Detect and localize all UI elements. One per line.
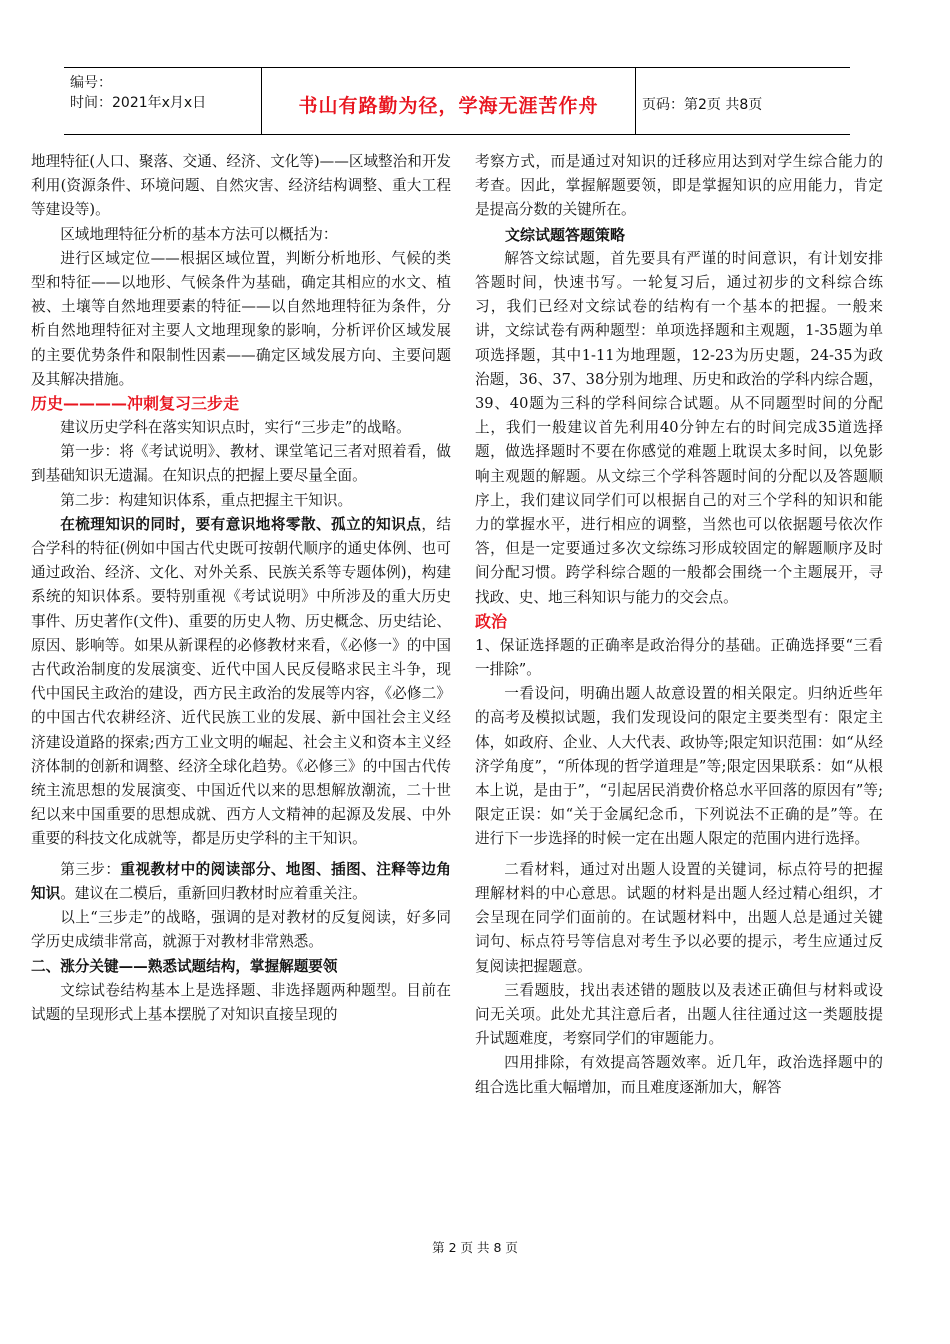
politics-heading: 政治 — [475, 611, 508, 631]
paragraph: 地理特征(人口、聚落、交通、经济、文化等)——区域整治和开发利用(资源条件、环境问题、自然灾害、经济结构调整、重大工程等建设等)。 — [31, 153, 452, 219]
bold-text: 重视教材中的阅读部分、地图、插图、注释等边角知识 — [31, 860, 451, 902]
paragraph: 第一步：将《考试说明》、教材、课堂笔记三者对照着看，做到基础知识无遗漏。在知识点的把握上要尽量全面。 — [31, 443, 451, 485]
number-label: 编号： — [70, 75, 112, 91]
strategy-heading: 文综试题答题策略 — [505, 225, 626, 244]
paragraph: 一看设问，明确出题人故意设置的相关限定。归纳近些年的高考及模拟试题，我们发现设问的限定主要类型有：限定主体，如政府、企业、人大代表、政协等;限定知识范围：如“从经济学角度”，“所体现的哲学道理是”等;限定因果联系：如“从根本上说，是由于”，“引起居民消费价格总水平回落的原因有”等;限定正误：如“关于金属纪念币，下列说法不正确的是”等。在进行下一步选择的时候一定在出题人限定的范围内进行选择。 — [475, 685, 883, 848]
paragraph — [31, 513, 451, 852]
left-column — [31, 150, 451, 1027]
header-page-label: 页码：第2页 共8页 — [642, 97, 763, 113]
paragraph: 区域地理特征分析的基本方法可以概括为： — [60, 225, 338, 243]
history-heading: 历史————冲刺复习三步走 — [31, 394, 240, 414]
paragraph: 考察方式，而是通过对知识的迁移应用达到对学生综合能力的考查。因此，掌握解题要领，即是掌握知识的应用能力，肯定是提高分数的关键所在。 — [475, 153, 883, 219]
page-header — [64, 67, 850, 135]
bold-text: 在梳理知识的同时，要有意识地将零散、孤立的知识点 — [60, 515, 422, 533]
step-label: 第三步： — [60, 860, 121, 878]
paragraph: 以上“三步走”的战略，强调的是对教材的反复阅读，好多同学历史成绩非常高，就源于对教材非常熟悉。 — [31, 909, 451, 951]
page-footer: 第 2 页 共 8 页 — [432, 1240, 518, 1255]
time-label: 时间：2021年x月x日 — [70, 95, 207, 111]
paragraph: 建议历史学科在落实知识点时，实行“三步走”的战略。 — [60, 419, 411, 437]
right-column — [475, 150, 883, 1100]
paragraph-text: ，结合学科的特征(例如中国古代史既可按朝代顺序的通史体例、也可通过政治、经济、文化、对外关系、民族关系等专题体例)，构建系统的知识体系。要特别重视《考试说明》中所涉及的重大历史事件、历史著作(文件)、重要的历史人物、历史概念、历史结论、原因、影响等。如果从新课程的必修教材来看，《必修一》的中国古代政治制度的发展演变、近代中国人民反侵略求民主斗争，现代中国民主政治的建设，西方民主政治的发展等内容，《必修二》的中国古代农耕经济、近代民族工业的发展、新中国社会主义经济建设道路的探索;西方工业文明的崛起、社会主义和资本主义经济体制的创新和调整、经济全球化趋势。《必修三》的中国古代传统主流思想的发展演变、中国近代以来的思想解放潮流，二十世纪以来中国重要的思想成就、西方人文精神的起源及发展、中外重要的科技文化成就等，都是历史学科的主干知识。 — [31, 515, 452, 848]
paragraph: 二看材料，通过对出题人设置的关键词，标点符号的把握理解材料的中心意思。试题的材料是出题人经过精心组织，才会呈现在同学们面前的。在试题材料中，出题人总是通过关键词句、标点符号等信息对考生予以必要的提示，考生应通过反复阅读把握题意。 — [475, 860, 883, 975]
header-meta — [64, 68, 262, 134]
paragraph: 文综试卷结构基本上是选择题、非选择题两种题型。目前在试题的呈现形式上基本摆脱了对知识直接呈现的 — [31, 981, 451, 1023]
section-heading: 二、涨分关键——熟悉试题结构，掌握解题要领 — [31, 957, 338, 975]
paragraph: 第二步：构建知识体系，重点把握主干知识。 — [60, 491, 353, 509]
header-motto: 书山有路勤为径，学海无涯苦作舟 — [262, 68, 636, 134]
paragraph: 1、保证选择题的正确率是政治得分的基础。正确选择要“三看一排除”。 — [475, 636, 883, 679]
paragraph-text: 。建议在二模后，重新回归教材时应着重关注。 — [60, 884, 367, 902]
paragraph: 进行区域定位——根据区域位置，判断分析地形、气候的类型和特征——以地形、气候条件为基础，确定其相应的水文、植被、土壤等自然地理要素的特征——以自然地理特征为条件，分析自然地理特征对主要人文地理现象的影响，分析评价区域发展的主要优势条件和限制性因素——确定区域发展方向、主要问题及其解决措施。 — [31, 249, 451, 388]
paragraph — [31, 858, 451, 906]
paragraph: 解答文综试题，首先要具有严谨的时间意识，有计划安排答题时间，快速书写。一轮复习后，通过初步的文科综合练习，我们已经对文综试卷的结构有一个基本的把握。一般来讲，文综试卷有两种题型：单项选择题和主观题，1-35题为单项选择题，其中1-11为地理题，12-23为历史题，24-35为政治题，36、37、38分别为地理、历史和政治的学科内综合题，39、40题为三科的学科间综合试题。从不同题型时间的分配上，我们一般建议首先利用40分钟左右的时间完成35道选择题，做选择题时不要在你感觉的难题上耽误太多时间，以免影响主观题的解题。从文综三个学科答题时间的分配以及答题顺序上，我们建议同学们可以根据自己的对三个学科的知识和能力的掌握水平，进行相应的调整，当然也可以依据题号依次作答，但是一定要通过多次文综练习形成较固定的解题顺序及时间分配习惯。跨学科综合题的一般都会围绕一个主题展开，寻找政、史、地三科知识与能力的交会点。 — [475, 249, 883, 606]
paragraph: 四用排除，有效提高答题效率。近几年，政治选择题中的组合选比重大幅增加，而且难度逐渐加大，解答 — [475, 1054, 883, 1096]
paragraph: 三看题肢，找出表述错的题肢以及表述正确但与材料或设问无关项。此处尤其注意后者，出题人往往通过这一类题肢提升试题难度，考察同学们的审题能力。 — [475, 981, 883, 1048]
